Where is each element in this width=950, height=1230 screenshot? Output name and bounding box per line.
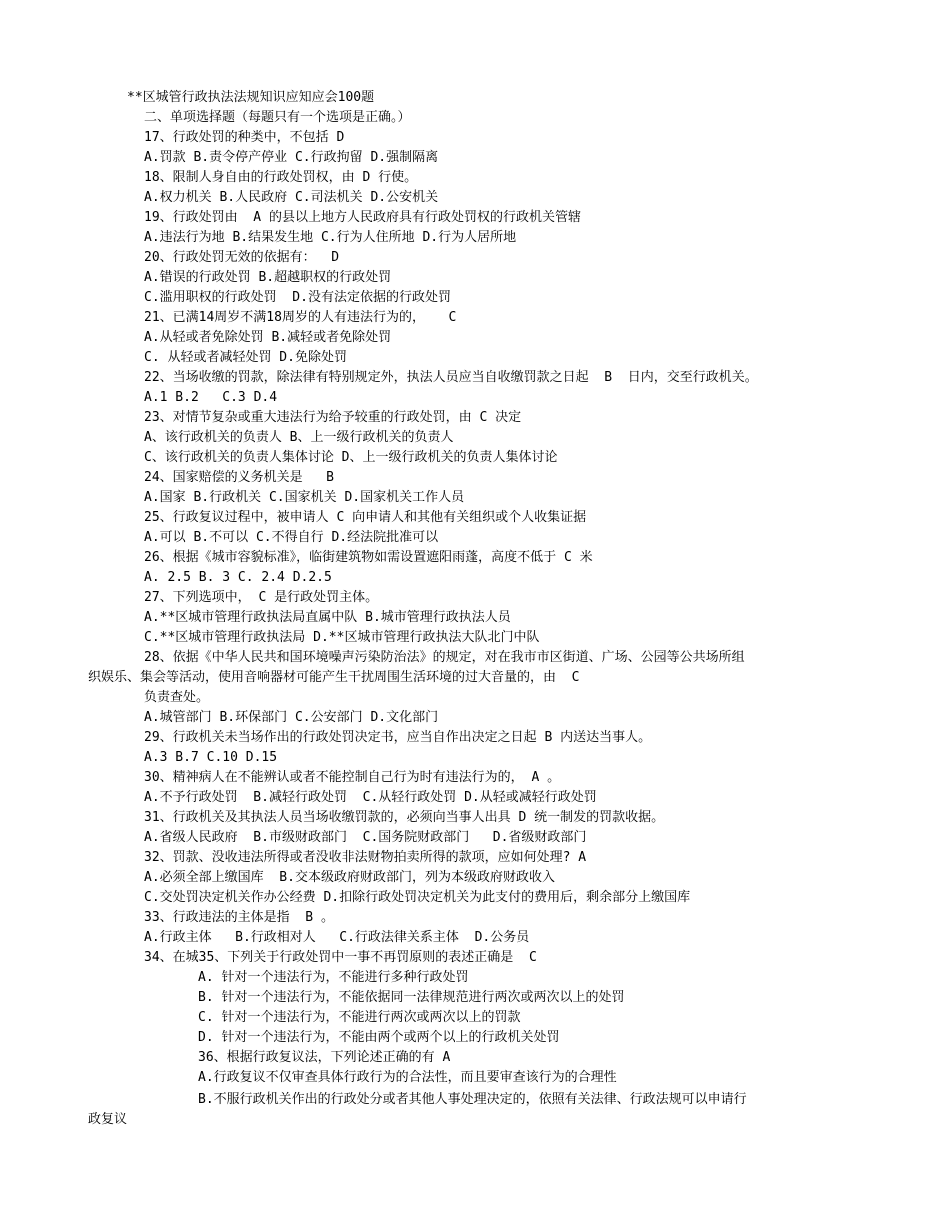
option-line: A.从轻或者免除处罚 B.减轻或者免除处罚 [144,330,392,345]
question-line: 23、对情节复杂或重大违法行为给予较重的行政处罚，由 C 决定 [144,410,522,425]
option-line: A.1 B.2 C.3 D.4 [144,390,278,405]
option-line: A.必须全部上缴国库 B.交本级政府财政部门，列为本级政府财政收入 [144,870,555,885]
option-line: A.权力机关 B.人民政府 C.司法机关 D.公安机关 [144,190,439,205]
option-line: A.**区城市管理行政执法局直属中队 B.城市管理行政执法人员 [144,610,511,625]
option-line: A.国家 B.行政机关 C.国家机关 D.国家机关工作人员 [144,490,465,505]
question-line: 22、当场收缴的罚款，除法律有特别规定外，执法人员应当自收缴罚款之日起 B 日内，交至行政机关。 [144,370,758,385]
question-line: 27、下列选项中， C 是行政处罚主体。 [144,590,379,605]
section-heading: 二、单项选择题（每题只有一个选项是正确。） [144,110,411,125]
option-line: A. 针对一个违法行为，不能进行多种行政处罚 [198,970,469,985]
option-line: C.交处罚决定机关作办公经费 D.扣除行政处罚决定机关为此支付的费用后，剩余部分上缴国库 [144,890,691,905]
option-line: A.省级人民政府 B.市级财政部门 C.国务院财政部门 D.省级财政部门 [144,830,587,845]
question-line: 20、行政处罚无效的依据有： D [144,250,340,265]
question-line: 25、行政复议过程中，被申请人 C 向申请人和其他有关组织或个人收集证据 [144,510,587,525]
option-line: A.行政复议不仅审查具体行政行为的合法性，而且要审查该行为的合理性 [198,1070,617,1085]
option-line: A.行政主体 B.行政相对人 C.行政法律关系主体 D.公务员 [144,930,530,945]
option-line: A.违法行为地 B.结果发生地 C.行为人住所地 D.行为人居所地 [144,230,517,245]
question-line: 18、限制人身自由的行政处罚权，由 D 行使。 [144,170,418,185]
option-line: A.不予行政处罚 B.减轻行政处罚 C.从轻行政处罚 D.从轻或减轻行政处罚 [144,790,597,805]
question-line: 21、已满14周岁不满18周岁的人有违法行为的， C [144,310,457,325]
question-line: 26、根据《城市容貌标准》，临街建筑物如需设置遮阳雨蓬，高度不低于 C 米 [144,550,593,565]
question-line: 19、行政处罚由 A 的县以上地方人民政府具有行政处罚权的行政机关管辖 [144,210,581,225]
option-line: A.3 B.7 C.10 D.15 [144,750,278,765]
question-line-continued: 负责查处。 [144,690,210,705]
question-line: 36、根据行政复议法，下列论述正确的有 A [198,1050,451,1065]
question-line: 33、行政违法的主体是指 B 。 [144,910,334,925]
question-line: 30、精神病人在不能辨认或者不能控制自己行为时有违法行为的， A 。 [144,770,561,785]
option-line: C. 针对一个违法行为，不能进行两次或两次以上的罚款 [198,1010,521,1025]
question-line: 17、行政处罚的种类中，不包括 D [144,130,345,145]
option-line: B. 针对一个违法行为，不能依据同一法律规范进行两次或两次以上的处罚 [198,990,625,1005]
option-line: A.可以 B.不可以 C.不得自行 D.经法院批准可以 [144,530,439,545]
question-line: 28、依据《中华人民共和国环境噪声污染防治法》的规定，对在我市市区街道、广场、公园等公共场所组 [144,650,745,665]
question-line-continued: 织娱乐、集会等活动，使用音响器材可能产生干扰周围生活环境的过大音量的，由 C [88,670,580,685]
option-line: B.不服行政机关作出的行政处分或者其他人事处理决定的，依照有关法律、行政法规可以申请行 [198,1092,747,1107]
question-line: 31、行政机关及其执法人员当场收缴罚款的，必须向当事人出具 D 统一制发的罚款收据。 [144,810,665,825]
option-line: C.滥用职权的行政处罚 D.没有法定依据的行政处罚 [144,290,451,305]
option-line: A. 2.5 B. 3 C. 2.4 D.2.5 [144,570,332,585]
option-line: C. 从轻或者减轻处罚 D.免除处罚 [144,350,347,365]
question-line: 34、在城35、下列关于行政处罚中一事不再罚原则的表述正确是 C [144,950,537,965]
option-line: D. 针对一个违法行为，不能由两个或两个以上的行政机关处罚 [198,1030,560,1045]
question-line: 32、罚款、没收违法所得或者没收非法财物拍卖所得的款项，应如何处理? A [144,850,587,865]
option-line-continued: 政复议 [88,1112,128,1127]
option-line: A、该行政机关的负责人 B、上一级行政机关的负责人 [144,430,454,445]
option-line: A.错误的行政处罚 B.超越职权的行政处罚 [144,270,392,285]
option-line: A.罚款 B.责令停产停业 C.行政拘留 D.强制隔离 [144,150,439,165]
document-title: **区城管行政执法法规知识应知应会100题 [127,90,375,105]
question-line: 29、行政机关未当场作出的行政处罚决定书，应当自作出决定之日起 B 内送达当事人。 [144,730,652,745]
question-line: 24、国家赔偿的义务机关是 B [144,470,334,485]
option-line: C.**区城市管理行政执法局 D.**区城市管理行政执法大队北门中队 [144,630,540,645]
option-line: C、该行政机关的负责人集体讨论 D、上一级行政机关的负责人集体讨论 [144,450,558,465]
option-line: A.城管部门 B.环保部门 C.公安部门 D.文化部门 [144,710,439,725]
